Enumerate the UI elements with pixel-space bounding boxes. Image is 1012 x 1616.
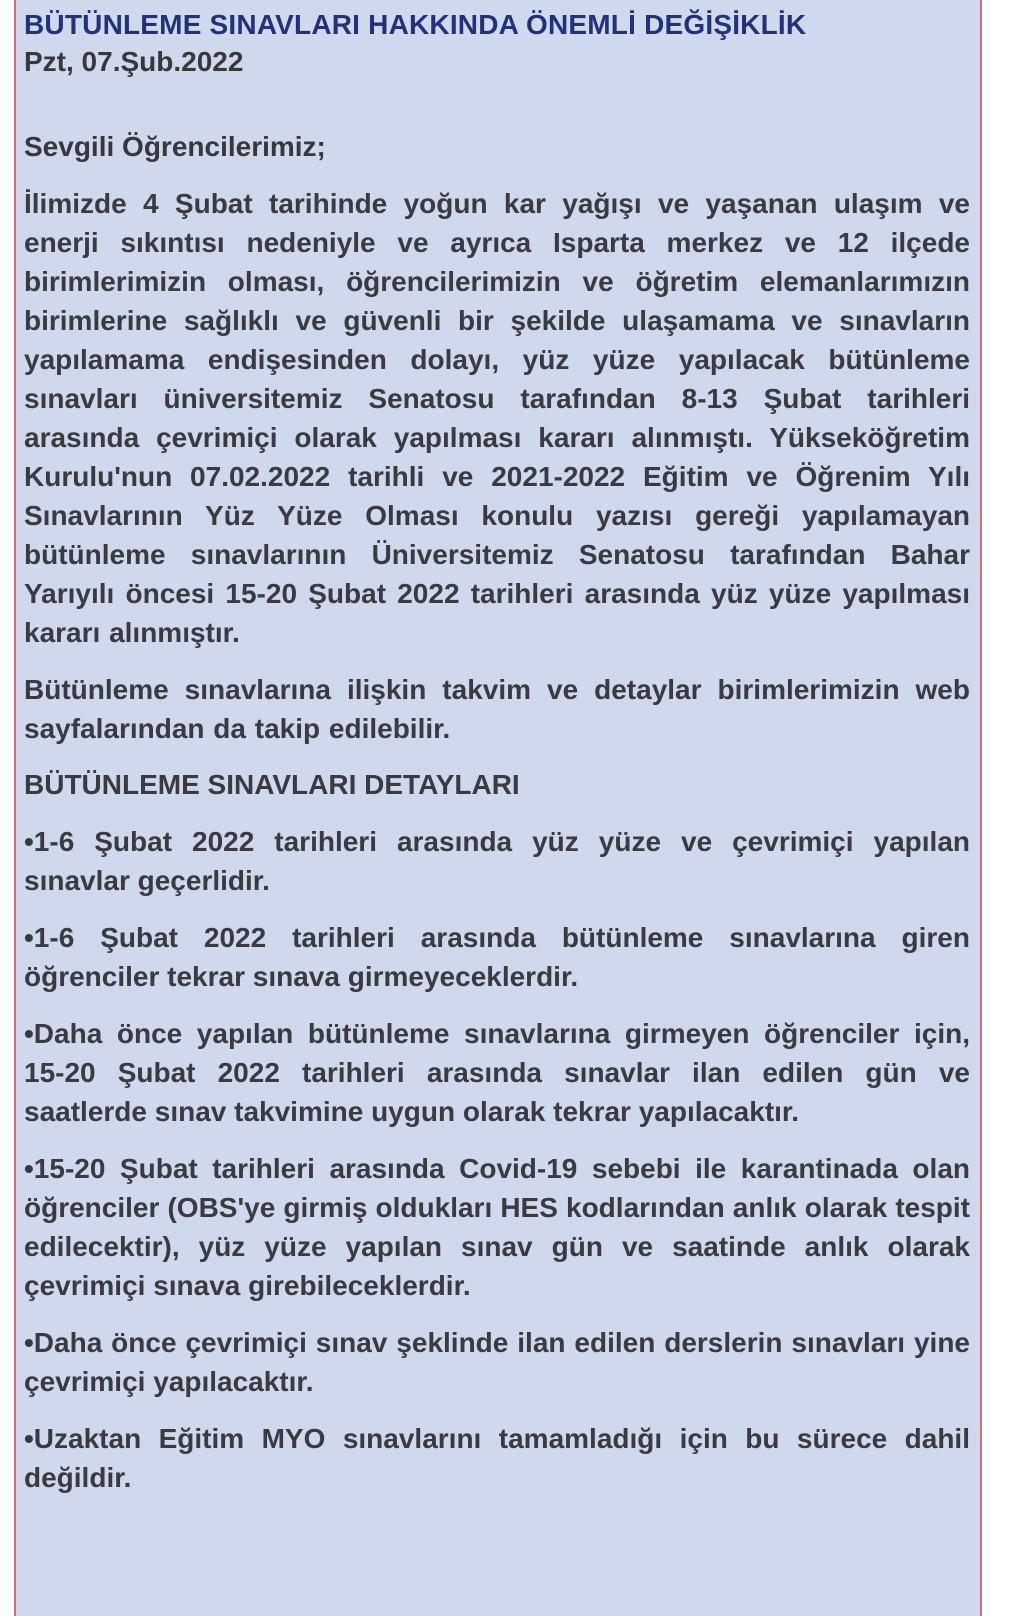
bullet-item: •1-6 Şubat 2022 tarihleri arasında yüz yüze ve çevrimiçi yapılan sınavlar geçerlidir. <box>24 826 970 896</box>
paragraph-web-info: Bütünleme sınavlarına ilişkin takvim ve detaylar birimlerimizin web sayfalarından da takip edilebilir. <box>24 674 970 744</box>
announcement-date: Pzt, 07.Şub.2022 <box>24 46 244 77</box>
announcement-title: BÜTÜNLEME SINAVLARI HAKKINDA ÖNEMLİ DEĞİŞİKLİK <box>24 9 807 40</box>
bullet-item: •Uzaktan Eğitim MYO sınavlarını tamamladığı için bu sürece dahil değildir. <box>24 1423 970 1493</box>
paragraph-main: İlimizde 4 Şubat tarihinde yoğun kar yağışı ve yaşanan ulaşım ve enerji sıkıntısı nedeniyle ve ayrıca Isparta merkez ve 12 ilçede birimlerimizin olması, öğrencilerimizin ve öğretim elemanlarımızın birimlerine sağlıklı ve güvenli bir şekilde ulaşamama ve sınavların yapılamama endişesinden dolayı, yüz yüze yapılacak bütünleme sınavları üniversitemiz Senatosu tarafından 8-13 Şubat tarihleri arasında çevrimiçi olarak yapılması kararı alınmıştı. Yükseköğretim Kurulu'nun 07.02.2022 tarihli ve 2021-2022 Eğitim ve Öğrenim Yılı Sınavlarının Yüz Yüze Olması konulu yazısı gereği yapılamayan bütünleme sınavlarının Üniversitemiz Senatosu tarafından Bahar Yarıyılı öncesi 15-20 Şubat 2022 tarihleri arasında yüz yüze yapılması kararı alınmıştır. <box>24 188 970 648</box>
bullet-item: •Daha önce yapılan bütünleme sınavlarına girmeyen öğrenciler için, 15-20 Şubat 2022 tarihleri arasında sınavlar ilan edilen gün ve saatlerde sınav takvimine uygun olarak tekrar yapılacaktır. <box>24 1018 970 1127</box>
bullet-item: •Daha önce çevrimiçi sınav şeklinde ilan edilen derslerin sınavları yine çevrimiçi yapılacaktır. <box>24 1327 970 1397</box>
greeting: Sevgili Öğrencilerimiz; <box>24 131 326 162</box>
bullet-item: •15-20 Şubat tarihleri arasında Covid-19 sebebi ile karantinada olan öğrenciler (OBS'ye girmiş oldukları HES kodlarından anlık olarak tespit edilecektir), yüz yüze yapılan sınav gün ve saatinde anlık olarak çevrimiçi sınava girebileceklerdir. <box>24 1153 970 1301</box>
details-heading: BÜTÜNLEME SINAVLARI DETAYLARI <box>24 769 520 800</box>
bullet-item: •1-6 Şubat 2022 tarihleri arasında bütünleme sınavlarına giren öğrenciler tekrar sınava girmeyeceklerdir. <box>24 922 970 992</box>
announcement-content <box>24 6 970 1497</box>
